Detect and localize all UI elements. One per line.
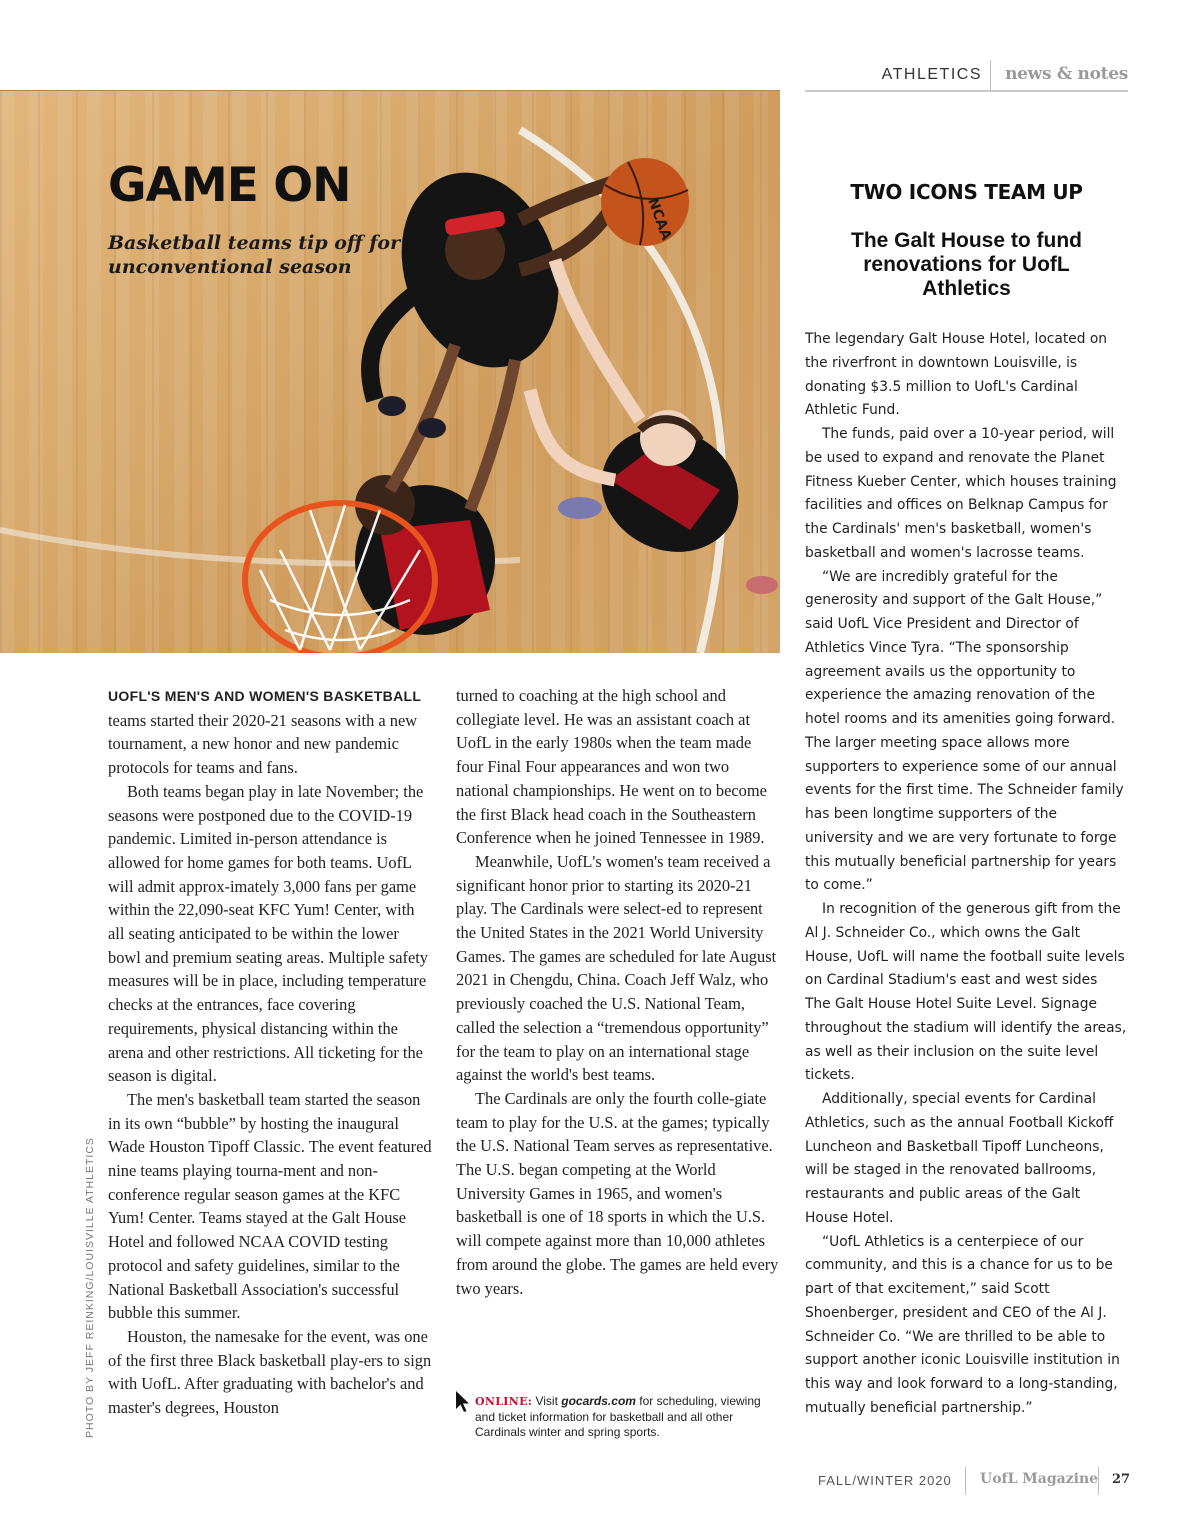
article-paragraph: turned to coaching at the high school and collegiate level. He was an assistant coach at UofL in the early 1980s when the team made four Final Four appearances and won two national championships. He went on to become the first Black head coach in the Southeastern Conference when he joined Tennessee in 1989. [456,686,767,848]
article-title: GAME ON [108,158,351,213]
article-paragraph: The Cardinals are only the fourth colle-giate team to play for the U.S. at the games; typically the U.S. National Team serves as representative. The U.S. began competing at the World University Games in 1965, and women's basketball is one of 18 sports in which the U.S. will compete against more than 10,000 athletes from around the globe. The games are held every two years. [456,1088,779,1298]
sidebar-subhead: The Galt House to fund renovations for UofL Athletics [851,229,1082,300]
sidebar-paragraph: Additionally, special events for Cardinal Athletics, such as the annual Football Kickoff Luncheon and Basketball Tipoff Luncheons, will be staged in the renovated ballrooms, restaurants and public areas of the Galt House Hotel. [805,1091,1114,1226]
online-label: ONLINE: [475,1395,533,1408]
page-number: 27 [1112,1472,1131,1487]
article-paragraph: UOFL'S MEN'S AND WOMEN'S BASKETBALL teams started their 2020-21 seasons with a new tournament, a new honor and new pandemic protocols for teams and fans. [108,688,422,778]
lead-in: UOFL'S MEN'S AND WOMEN'S BASKETBALL [108,688,422,704]
sidebar-paragraph: In recognition of the generous gift from the Al J. Schneider Co., which owns the Galt House, UofL will name the football suite levels on Cardinal Stadium's east and west sides The Galt House Hotel Suite Level. Signage throughout the stadium will identify the areas, as well as their inclusion on the suite level tickets. [805,901,1127,1084]
section-tag: news & notes [1005,64,1128,84]
hero-photo [0,90,780,653]
article-paragraph: Houston, the namesake for the event, was one of the first three Black basketball play-ers to sign with UofL. After graduating with bachelor's and master's degrees, Houston [108,1326,432,1418]
header-divider [990,60,991,90]
footer-season: FALL/WINTER 2020 [818,1473,952,1488]
section-label: ATHLETICS [881,66,982,83]
sidebar-body [805,328,1127,1421]
sidebar-paragraph: The legendary Galt House Hotel, located on the riverfront in downtown Louisville, is donating $3.5 million to UofL's Cardinal Athletic Fund. [805,331,1108,419]
photo-credit: PHOTO BY JEFF REINKING/LOUISVILLE ATHLETICS [84,1137,96,1438]
sidebar-paragraph: “We are incredibly grateful for the generosity and support of the Galt House,” said UofL Vice President and Director of Athletics Vince Tyra. “The sponsorship agreement avails us the opportunity to experience the amazing renovation of the hotel rooms and its amenities going forward. The larger meeting space allows more supporters to experience some of our annual events for the first time. The Schneider family has been longtime supporters of the university and we are very fortunate to forge this mutually beneficial partnership for years to come.” [805,568,1124,894]
article-column-1 [108,684,434,1420]
sidebar-headline: TWO ICONS TEAM UP [850,180,1083,204]
article-paragraph: Both teams began play in late November; the seasons were postponed due to the COVID-19 pandemic. Limited in-person attendance is allowed for home games for both teams. UofL will admit approx-imately 3,000 fans per game within the 22,090-seat KFC Yum! Center, with all seating anticipated to be within the lower bowl and premium seating areas. Multiple safety measures will be in place, including temperature checks at the entrances, face covering requirements, physical distancing within the arena and other restrictions. All ticketing for the season is digital. [108,781,428,1086]
online-text: ONLINE: Visit gocards.com for scheduling, viewing and ticket information for basketball and all other Cardinals winter and spring sports. [475,1394,761,1439]
article-paragraph: The men's basketball team started the season in its own “bubble” by hosting the inaugural Wade Houston Tipoff Classic. The event featured nine teams playing tourna-ment and non-conference regular season games at the KFC Yum! Center. Teams stayed at the Galt House Hotel and followed NCAA COVID testing protocol and safety guidelines, similar to the National Basketball Association's successful bubble this summer. [108,1089,432,1323]
sidebar-paragraph: “UofL Athletics is a centerpiece of our community, and this is a chance for us to be part of that excitement,” said Scott Shoenberger, president and CEO of the Al J. Schneider Co. “We are thrilled to be able to support another iconic Louisville institution in this way and look forward to a long-standing, mutually beneficial partnership.” [805,1233,1120,1416]
page-header [805,60,1128,92]
gocards-link[interactable]: gocards.com [561,1394,636,1408]
article-paragraph: Meanwhile, UofL's women's team received a significant honor prior to starting its 2020-21 play. The Cardinals were select-ed to represent the United States in the 2021 World University Games. The games are scheduled for late August 2021 in Chengdu, China. Coach Jeff Walz, who previously coached the U.S. National Team, called the selection a “tremendous opportunity” for the team to play on an international stage against the world's best teams. [456,851,777,1085]
cursor-arrow-icon [455,1390,471,1414]
sidebar-paragraph: The funds, paid over a 10-year period, will be used to expand and renovate the Planet Fitness Kueber Center, which houses training facilities and offices on Belknap Campus for the Cardinals' men's basketball, women's basketball and women's lacrosse teams. [805,426,1117,561]
article-subtitle: Basketball teams tip off for unconventional season [108,232,401,278]
footer-magazine: UofL Magazine [980,1471,1099,1487]
ball-label: NCAA [644,195,675,243]
footer-divider [1098,1467,1099,1495]
footer-divider [965,1467,966,1495]
article-column-2 [456,684,782,1300]
